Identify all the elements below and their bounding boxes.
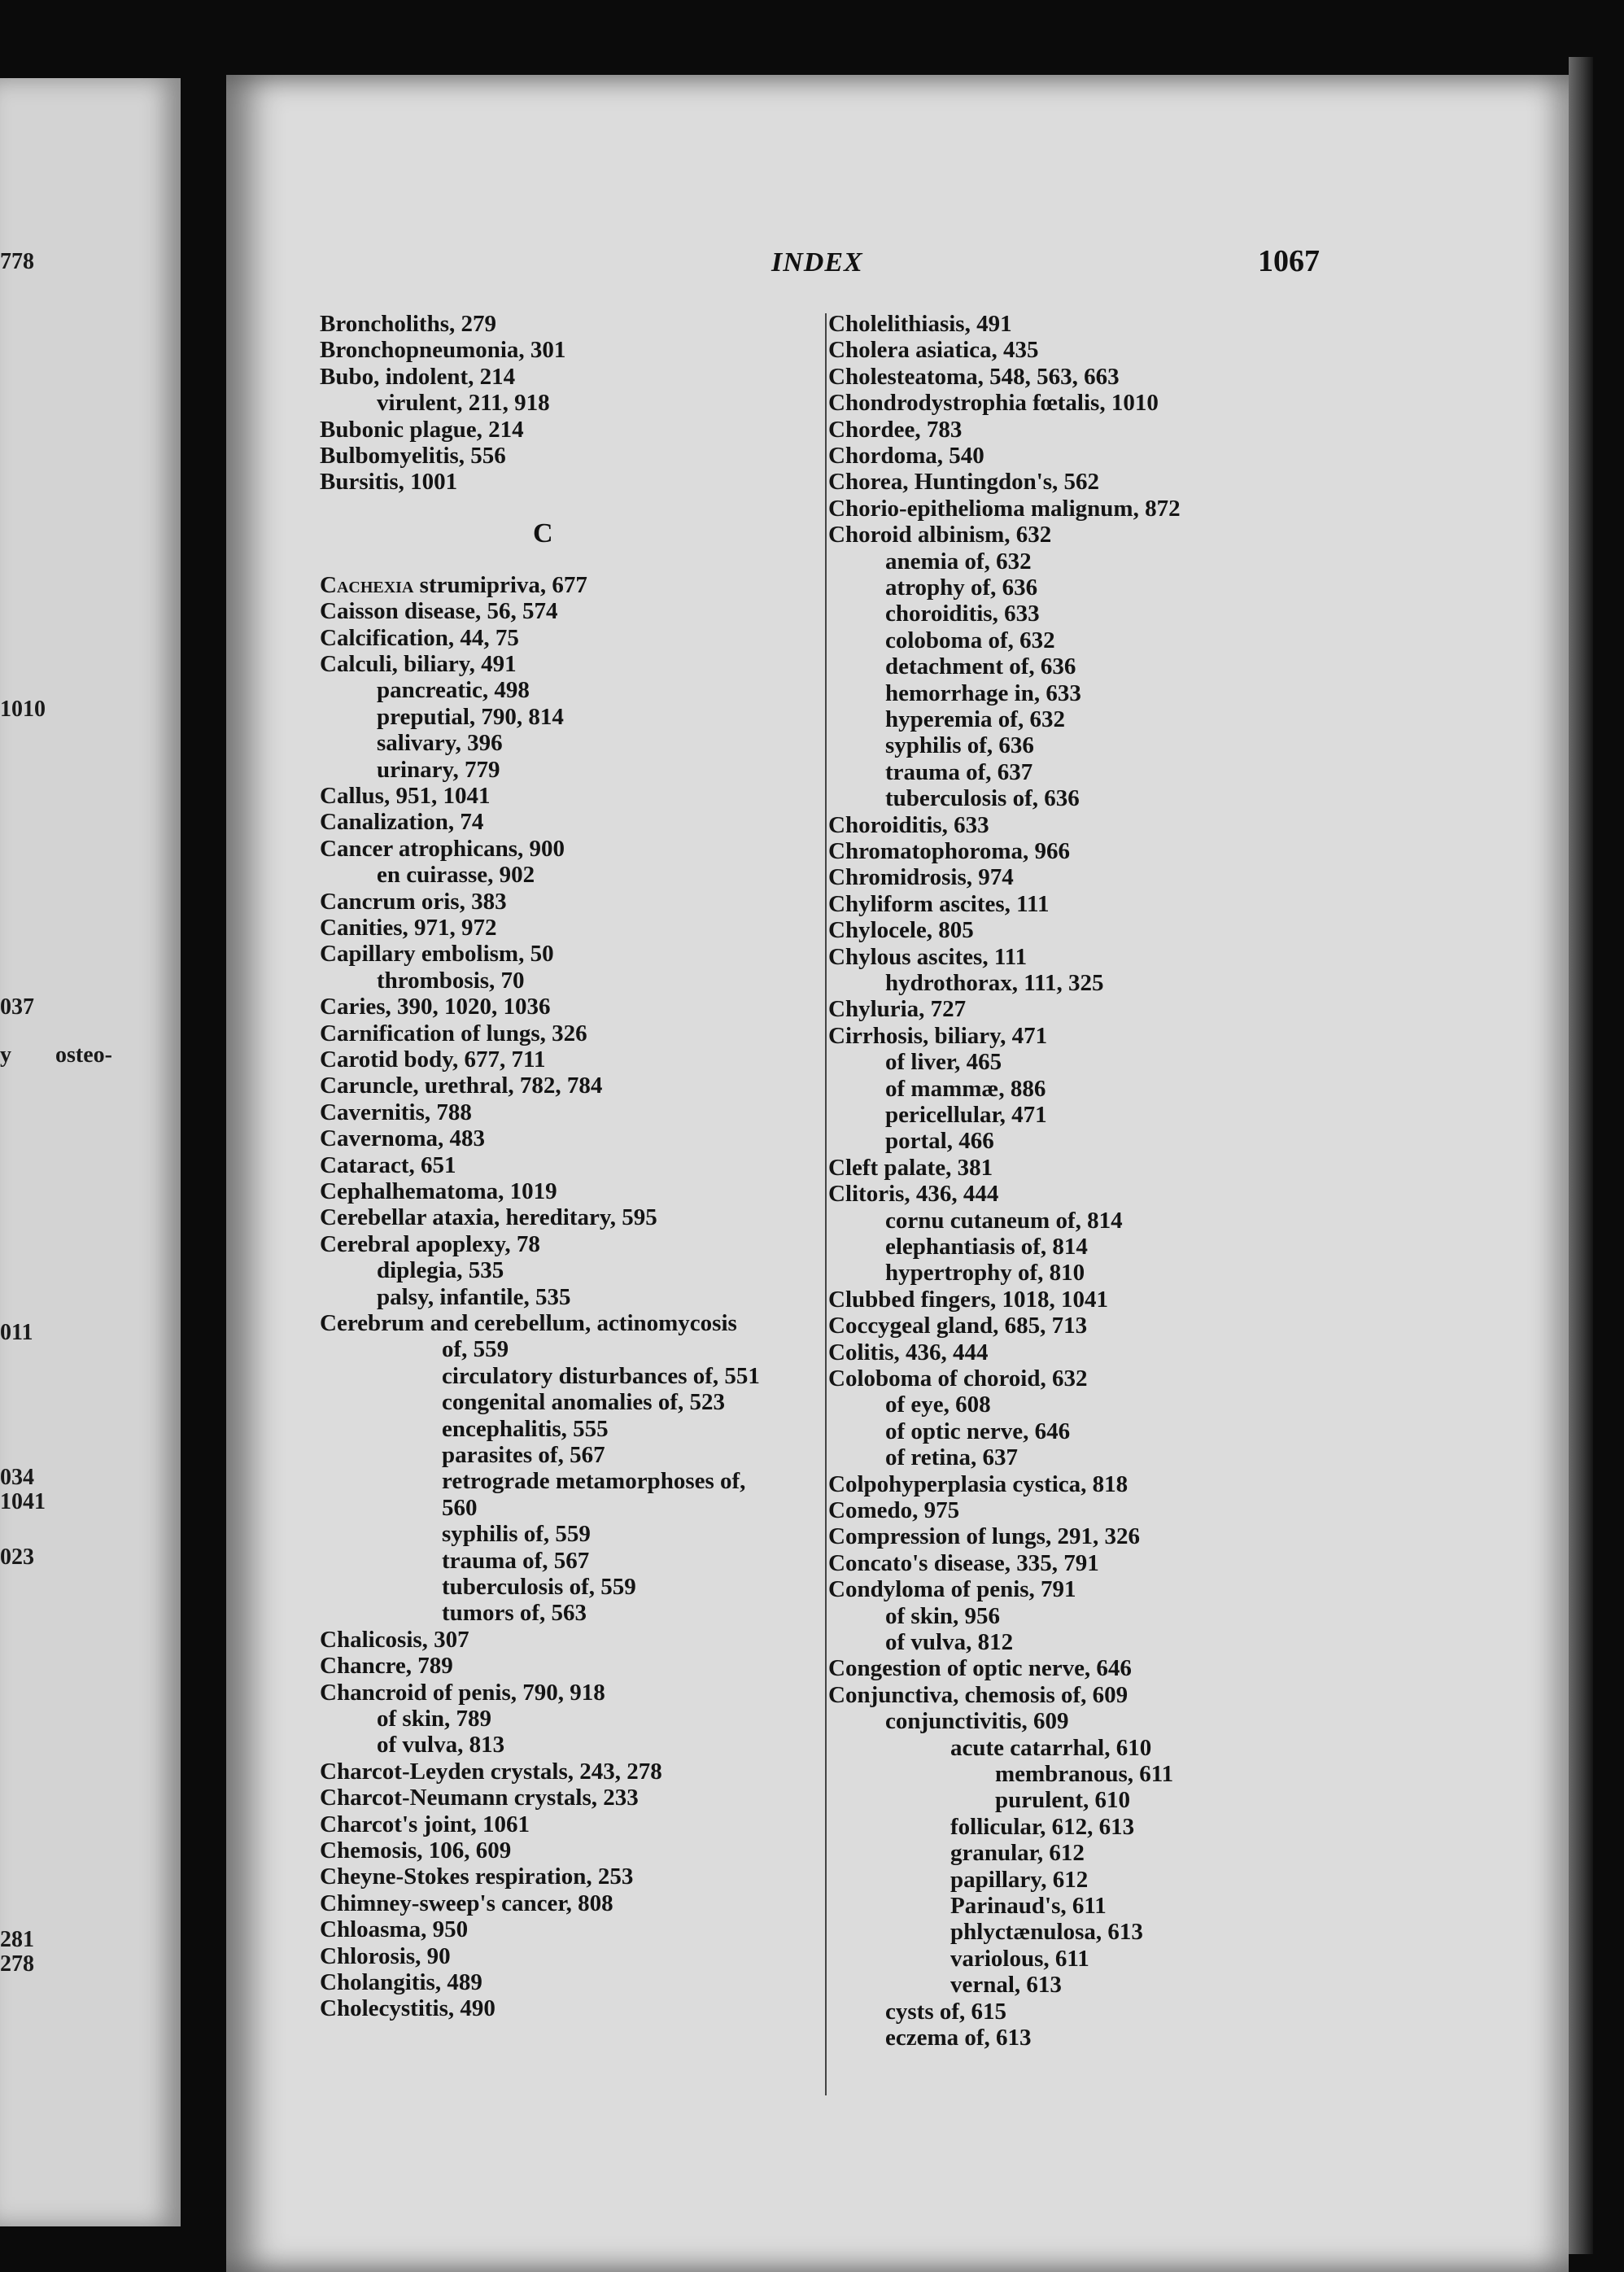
index-subentry: granular, 612	[950, 1840, 1085, 1867]
index-subentry: urinary, 779	[377, 756, 500, 783]
index-subentry: syphilis of, 636	[885, 732, 1034, 759]
index-entry: Cerebrum and cerebellum, actinomycosis	[320, 1310, 737, 1336]
index-entry: Bursitis, 1001	[320, 469, 458, 496]
index-subentry: of retina, 637	[885, 1444, 1018, 1471]
index-entry: Congestion of optic nerve, 646	[828, 1655, 1132, 1682]
index-entry: Calculi, biliary, 491	[320, 651, 517, 677]
index-subentry: eczema of, 613	[885, 2025, 1032, 2051]
index-entry: Caruncle, urethral, 782, 784	[320, 1073, 603, 1099]
index-subentry: papillary, 612	[950, 1866, 1089, 1893]
index-entry: Bulbomyelitis, 556	[320, 443, 506, 469]
index-subentry: tumors of, 563	[442, 1600, 587, 1627]
index-entry: Carotid body, 677, 711	[320, 1046, 546, 1073]
index-entry: Chyluria, 727	[828, 996, 967, 1023]
index-entry: Charcot's joint, 1061	[320, 1811, 530, 1837]
index-subentry: portal, 466	[885, 1128, 994, 1155]
section-letter-heading: C	[533, 518, 553, 548]
index-entry: Cerebral apoplexy, 78	[320, 1230, 540, 1257]
index-entry: Colitis, 436, 444	[828, 1339, 989, 1365]
page-title: INDEX	[771, 247, 863, 277]
index-entry: Compression of lungs, 291, 326	[828, 1523, 1140, 1550]
index-entry: Chloasma, 950	[320, 1916, 469, 1943]
index-entry: Cephalhematoma, 1019	[320, 1178, 557, 1204]
index-subentry: tuberculosis of, 636	[885, 785, 1080, 812]
index-subentry: of vulva, 813	[377, 1732, 505, 1759]
index-subentry: hyperemia of, 632	[885, 706, 1065, 732]
index-entry: Coloboma of choroid, 632	[828, 1365, 1088, 1392]
index-subentry: cornu cutaneum of, 814	[885, 1207, 1123, 1234]
column-divider	[825, 313, 827, 2095]
index-entry: Chromatophoroma, 966	[828, 838, 1070, 864]
index-entry: Chromidrosis, 974	[828, 864, 1014, 891]
index-entry: Canalization, 74	[320, 809, 484, 836]
left-page-text-fragment: 281	[0, 1927, 34, 1952]
index-entry: Cholecystitis, 490	[320, 1995, 495, 2022]
page-edge	[1569, 57, 1593, 2254]
index-subentry: hemorrhage in, 633	[885, 679, 1081, 706]
index-entry: Cavernoma, 483	[320, 1125, 485, 1152]
index-subentry: circulatory disturbances of, 551	[442, 1362, 760, 1389]
index-subentry: of eye, 608	[885, 1392, 991, 1418]
index-subentry: of optic nerve, 646	[885, 1418, 1071, 1444]
index-subentry: of vulva, 812	[885, 1629, 1014, 1655]
index-subentry: trauma of, 637	[885, 758, 1033, 785]
index-subentry: phlyctænulosa, 613	[950, 1919, 1143, 1946]
index-entry: Concato's disease, 335, 791	[828, 1549, 1099, 1576]
index-subentry: hypertrophy of, 810	[885, 1260, 1085, 1287]
index-entry: Chlorosis, 90	[320, 1942, 451, 1969]
index-subentry: pericellular, 471	[885, 1102, 1047, 1128]
index-subentry: of skin, 789	[377, 1706, 492, 1732]
index-entry: Cancrum oris, 383	[320, 888, 507, 915]
index-subentry: of, 559	[442, 1336, 509, 1363]
index-entry	[320, 572, 587, 598]
index-entry: Choroid albinism, 632	[828, 522, 1052, 548]
index-entry: Cataract, 651	[320, 1151, 456, 1178]
left-page-text-fragment: 778	[0, 249, 34, 274]
index-entry: Clubbed fingers, 1018, 1041	[828, 1286, 1109, 1313]
entry-locator: strumipriva, 677	[413, 571, 587, 598]
index-subentry: Parinaud's, 611	[950, 1893, 1107, 1919]
index-entry: Bubonic plague, 214	[320, 416, 524, 443]
index-entry: Cleft palate, 381	[828, 1154, 993, 1181]
index-entry: Coccygeal gland, 685, 713	[828, 1313, 1088, 1339]
index-subentry: palsy, infantile, 535	[377, 1283, 571, 1310]
index-entry: Cholera asiatica, 435	[828, 337, 1039, 364]
index-subentry: acute catarrhal, 610	[950, 1734, 1152, 1761]
index-subentry: membranous, 611	[995, 1761, 1174, 1787]
index-entry: Cerebellar ataxia, hereditary, 595	[320, 1204, 657, 1231]
index-subentry: of mammæ, 886	[885, 1075, 1046, 1102]
index-subentry: variolous, 611	[950, 1945, 1089, 1972]
index-entry: Chalicosis, 307	[320, 1626, 469, 1653]
index-subentry: virulent, 211, 918	[377, 390, 550, 417]
index-entry: Condyloma of penis, 791	[828, 1576, 1076, 1603]
index-entry: Cholelithiasis, 491	[828, 311, 1012, 337]
index-page	[226, 75, 1569, 2272]
index-entry: Cholesteatoma, 548, 563, 663	[828, 363, 1120, 390]
index-subentry: of skin, 956	[885, 1602, 1001, 1629]
left-page-text-fragment: y	[0, 1042, 11, 1068]
index-entry: Cavernitis, 788	[320, 1099, 472, 1125]
page-number: 1067	[1258, 244, 1320, 278]
left-page-text-fragment: 1010	[0, 697, 46, 722]
index-entry: Chondrodystrophia fœtalis, 1010	[828, 390, 1159, 417]
index-subentry: preputial, 790, 814	[377, 703, 564, 730]
index-entry: Cancer atrophicans, 900	[320, 835, 565, 862]
index-entry: Caisson disease, 56, 574	[320, 598, 558, 625]
index-entry: Charcot-Neumann crystals, 233	[320, 1785, 639, 1811]
index-entry: Callus, 951, 1041	[320, 783, 491, 809]
index-entry: Chylous ascites, 111	[828, 943, 1028, 970]
index-subentry: salivary, 396	[377, 730, 503, 757]
index-subentry: detachment of, 636	[885, 653, 1076, 680]
index-subentry: vernal, 613	[950, 1972, 1062, 1999]
index-subentry: en cuirasse, 902	[377, 862, 535, 889]
index-entry: Chylocele, 805	[828, 917, 974, 944]
index-subentry: pancreatic, 498	[377, 677, 530, 704]
index-entry: Conjunctiva, chemosis of, 609	[828, 1681, 1129, 1708]
index-entry: Bubo, indolent, 214	[320, 363, 516, 390]
index-entry: Chorio-epithelioma malignum, 872	[828, 495, 1181, 522]
index-entry: Capillary embolism, 50	[320, 941, 554, 968]
left-page-text-fragment: 011	[0, 1320, 33, 1345]
index-entry: Chordee, 783	[828, 416, 963, 443]
index-entry: Calcification, 44, 75	[320, 624, 519, 651]
index-entry: Comedo, 975	[828, 1497, 960, 1523]
index-entry: Cheyne-Stokes respiration, 253	[320, 1863, 634, 1890]
index-subentry: syphilis of, 559	[442, 1521, 591, 1548]
index-entry: Clitoris, 436, 444	[828, 1181, 999, 1208]
index-subentry: of liver, 465	[885, 1049, 1002, 1076]
left-page-fragment	[0, 78, 181, 2226]
index-subentry: atrophy of, 636	[885, 575, 1038, 601]
index-entry: Carnification of lungs, 326	[320, 1020, 587, 1046]
index-subentry: congenital anomalies of, 523	[442, 1389, 725, 1416]
index-subentry: cysts of, 615	[885, 1998, 1007, 2025]
index-subentry: thrombosis, 70	[377, 967, 525, 994]
index-subentry: follicular, 612, 613	[950, 1813, 1135, 1840]
index-subentry: tuberculosis of, 559	[442, 1574, 636, 1600]
index-entry: Broncholiths, 279	[320, 311, 497, 337]
index-subentry: parasites of, 567	[442, 1442, 605, 1468]
index-subentry: diplegia, 535	[377, 1257, 504, 1284]
index-subentry: hydrothorax, 111, 325	[885, 970, 1104, 996]
index-entry: Cirrhosis, biliary, 471	[828, 1022, 1048, 1049]
left-page-text-fragment: 1041	[0, 1489, 46, 1514]
index-subentry: choroiditis, 633	[885, 601, 1040, 627]
index-subentry: encephalitis, 555	[442, 1415, 609, 1442]
index-entry: Colpohyperplasia cystica, 818	[828, 1470, 1129, 1497]
left-page-text-fragment: 034	[0, 1465, 34, 1490]
index-entry: Chordoma, 540	[828, 443, 984, 469]
index-entry: Charcot-Leyden crystals, 243, 278	[320, 1758, 662, 1785]
index-entry: Caries, 390, 1020, 1036	[320, 994, 551, 1020]
index-subentry: conjunctivitis, 609	[885, 1708, 1069, 1735]
index-entry: Canities, 971, 972	[320, 915, 497, 941]
index-subentry: 560	[442, 1494, 478, 1521]
index-entry: Chyliform ascites, 111	[828, 890, 1050, 917]
index-subentry: trauma of, 567	[442, 1547, 590, 1574]
index-subentry: anemia of, 632	[885, 548, 1032, 575]
left-page-text-fragment: 037	[0, 994, 34, 1020]
small-caps-headword: Cachexia	[320, 571, 414, 598]
index-entry: Choroiditis, 633	[828, 811, 989, 838]
index-entry: Chancroid of penis, 790, 918	[320, 1679, 605, 1706]
left-page-text-fragment: 023	[0, 1545, 34, 1570]
left-page-text-fragment: 278	[0, 1951, 34, 1977]
left-page-text-fragment: osteo-	[55, 1042, 112, 1068]
index-subentry: coloboma of, 632	[885, 627, 1055, 653]
index-entry: Chorea, Huntingdon's, 562	[828, 469, 1100, 496]
index-entry: Chancre, 789	[320, 1653, 453, 1680]
index-entry: Cholangitis, 489	[320, 1969, 482, 1995]
index-entry: Chimney-sweep's cancer, 808	[320, 1890, 613, 1916]
index-entry: Chemosis, 106, 609	[320, 1837, 512, 1863]
index-subentry: elephantiasis of, 814	[885, 1234, 1088, 1260]
index-subentry: purulent, 610	[995, 1787, 1130, 1814]
index-subentry: retrograde metamorphoses of,	[442, 1468, 746, 1495]
index-entry: Bronchopneumonia, 301	[320, 337, 566, 364]
